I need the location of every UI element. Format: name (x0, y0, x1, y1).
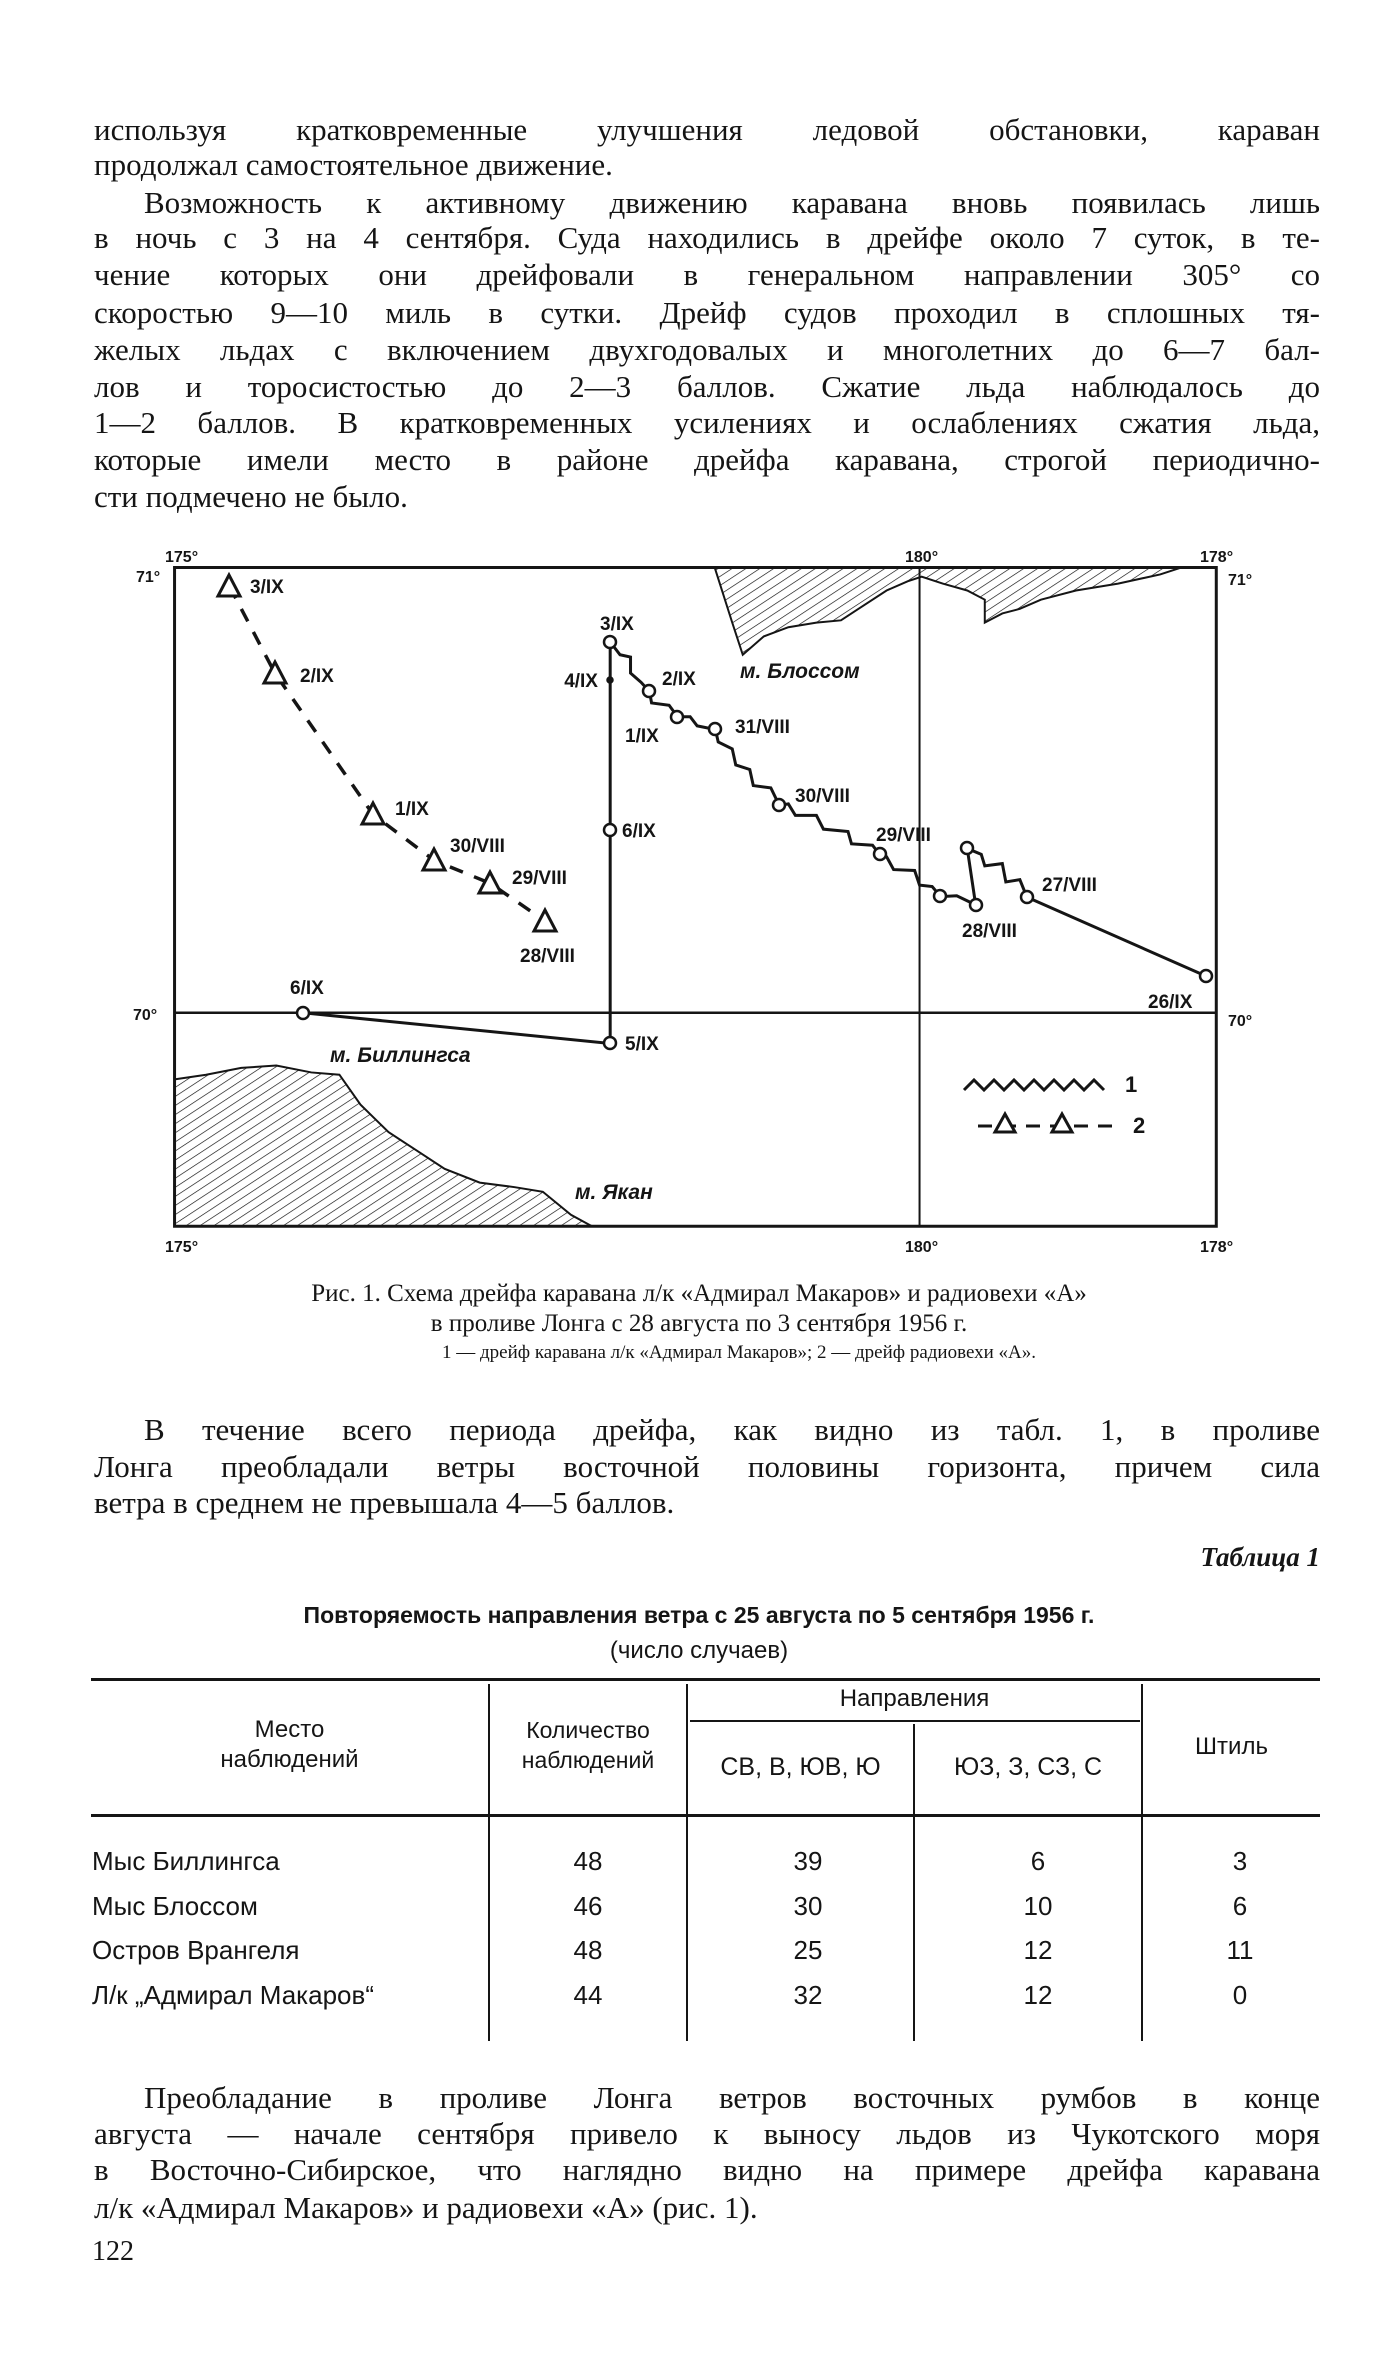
text-line: Возможность к активному движению каравана вновь появилась лишь (144, 185, 1320, 220)
figure-caption-subtitle: в проливе Лонга с 28 августа по 3 сентября 1956 г. (430, 1310, 968, 1337)
cell-calm: 6 (1232, 1891, 1248, 1921)
text-line: Преобладание в проливе Лонга ветров восточных румбов в конце (144, 2080, 1320, 2115)
cell-west: 10 (1023, 1891, 1053, 1921)
buoy-triangle-icon (264, 662, 286, 683)
ship-drift-track (303, 642, 1206, 1044)
cell-west: 12 (1023, 1935, 1053, 1965)
text-line: л/к «Адмирал Макаров» и радиовехи «А» (рис. 1). (94, 2190, 758, 2225)
table-subheader-rule (690, 1720, 1140, 1722)
cell-place: Л/к „Адмирал Макаров“ (92, 1980, 374, 2010)
ship-point-1ix (671, 711, 683, 723)
cell-east: 25 (793, 1935, 823, 1965)
header-place-line: Место (254, 1716, 325, 1743)
ship-label: 6/IX (622, 821, 656, 842)
cell-calm: 3 (1232, 1846, 1248, 1876)
header-count-line: Количество (526, 1717, 650, 1743)
lon-label: 178° (1200, 549, 1234, 566)
ship-point-6ix-west (297, 1007, 309, 1019)
buoy-label: 30/VIII (450, 836, 505, 857)
table-label: Таблица 1 (1200, 1542, 1320, 1572)
lat-label: 71° (136, 569, 161, 586)
legend-triangle-icon (995, 1114, 1015, 1132)
header-directions: Направления (839, 1685, 990, 1712)
text-line: сти подмечено не было. (94, 479, 408, 514)
ship-label: 27/VIII (1042, 875, 1097, 896)
text-line: чение которых они дрейфовали в генеральном направлении 305° со (94, 257, 1320, 292)
cell-east: 30 (793, 1891, 823, 1921)
cell-count: 48 (573, 1846, 603, 1876)
ship-point-29viii (874, 848, 886, 860)
south-land-hatch (175, 1066, 592, 1227)
ship-label: 28/VIII (962, 921, 1017, 942)
ship-point-2ix (643, 685, 655, 697)
cell-calm: 0 (1232, 1980, 1248, 2010)
legend-label-1: 1 (1125, 1072, 1138, 1097)
buoy-triangle-icon (534, 910, 556, 931)
ship-label: 29/VIII (876, 825, 931, 846)
cell-place: Мыс Блоссом (92, 1891, 258, 1921)
header-calm: Штиль (1195, 1733, 1268, 1760)
place-label-blossom: м. Блоссом (740, 660, 860, 683)
ship-label: 30/VIII (795, 786, 850, 807)
ship-point (934, 890, 946, 902)
ship-point-31viii (709, 723, 721, 735)
lon-label: 178° (1200, 1239, 1234, 1256)
cell-west: 6 (1030, 1846, 1046, 1876)
header-west: ЮЗ, З, СЗ, С (953, 1753, 1103, 1781)
table-header-rule (91, 1814, 1320, 1817)
header-count (490, 1715, 686, 1775)
buoy-label: 28/VIII (520, 946, 575, 967)
lon-label: 180° (905, 1239, 939, 1256)
figure-caption-title: Рис. 1. Схема дрейфа каравана л/к «Адмирал Макаров» и радиовехи «А» (311, 1280, 1087, 1307)
text-line: августа — начале сентября привело к выносу льдов из Чукотского моря (94, 2116, 1320, 2151)
text-line: В течение всего периода дрейфа, как видно из табл. 1, в проливе (144, 1412, 1320, 1447)
buoy-triangle-icon (423, 849, 445, 870)
ship-point-26ix (1200, 970, 1212, 982)
lon-label: 175° (165, 1239, 199, 1256)
ship-point-30viii (773, 799, 785, 811)
page-number: 122 (92, 2236, 134, 2267)
cell-east: 32 (793, 1980, 823, 2010)
lat-label: 70° (1228, 1013, 1253, 1030)
ship-point-3ix (604, 636, 616, 648)
text-line: продолжал самостоятельное движение. (94, 147, 613, 182)
text-line: лов и торосистостью до 2—3 баллов. Сжатие льда наблюдалось до (94, 369, 1320, 404)
legend-ship-zigzag-icon (964, 1080, 1104, 1090)
ship-point-27viii (1021, 891, 1033, 903)
text-line: в Восточно-Сибирское, что наглядно видно на примере дрейфа каравана (94, 2152, 1320, 2187)
buoy-label: 29/VIII (512, 868, 567, 889)
cell-count: 44 (573, 1980, 603, 2010)
lat-label: 71° (1228, 572, 1253, 589)
ship-point-5ix (604, 1037, 616, 1049)
lon-label: 180° (905, 549, 939, 566)
legend-triangle-icon (1052, 1114, 1072, 1132)
ship-label: 31/VIII (735, 717, 790, 738)
ship-label: 5/IX (625, 1034, 659, 1055)
ship-point-6ix (604, 824, 616, 836)
header-east: СВ, В, ЮВ, Ю (720, 1753, 881, 1781)
ship-label: 6/IX (290, 978, 324, 999)
table-title: Повторяемость направления ветра с 25 августа по 5 сентября 1956 г. (303, 1602, 1095, 1628)
text-line: желых льдах с включением двухгодовалых и многолетних до 6—7 бал- (94, 332, 1320, 367)
cell-west: 12 (1023, 1980, 1053, 2010)
text-line: 1—2 баллов. В кратковременных усилениях и ослаблениях сжатия льда, (94, 405, 1320, 440)
legend-label-2: 2 (1133, 1113, 1146, 1138)
north-land-hatch (715, 568, 1181, 655)
buoy-label: 1/IX (395, 799, 429, 820)
ship-label: 4/IX (564, 671, 598, 692)
header-place-line: наблюдений (220, 1746, 359, 1773)
buoy-triangle-icon (479, 872, 501, 893)
cell-calm: 11 (1226, 1935, 1254, 1965)
ship-point-4ix (608, 678, 613, 683)
table-top-rule (91, 1678, 1320, 1681)
cell-count: 48 (573, 1935, 603, 1965)
lon-label: 175° (165, 549, 199, 566)
cell-east: 39 (793, 1846, 823, 1876)
table-subtitle: (число случаев) (609, 1637, 789, 1664)
place-label-yakan: м. Якан (575, 1181, 653, 1204)
place-label-billings: м. Биллингса (330, 1044, 471, 1067)
text-line: которые имели место в районе дрейфа каравана, строгой периодично- (94, 442, 1320, 477)
cell-place: Мыс Биллингса (92, 1846, 280, 1876)
buoy-label: 2/IX (300, 666, 334, 687)
ship-label: 26/IX (1148, 992, 1193, 1013)
text-line: ветра в среднем не превышала 4—5 баллов. (94, 1485, 675, 1520)
header-count-line: наблюдений (521, 1747, 655, 1773)
ship-label: 2/IX (662, 669, 696, 690)
table-col-divider (686, 1684, 688, 2041)
buoy-label: 3/IX (250, 577, 284, 598)
buoy-triangle-icon (218, 575, 240, 596)
text-line: Лонга преобладали ветры восточной половины горизонта, причем сила (94, 1449, 1320, 1484)
text-line: используя кратковременные улучшения ледовой обстановки, караван (94, 112, 1320, 147)
text-line: в ночь с 3 на 4 сентября. Суда находились в дрейфе около 7 суток, в те- (94, 220, 1320, 255)
figure-caption-legend: 1 — дрейф каравана л/к «Адмирал Макаров»; 2 — дрейф радиовехи «А». (441, 1342, 1037, 1363)
ship-point-28viii (970, 899, 982, 911)
header-place (91, 1715, 488, 1775)
cell-place: Остров Врангеля (92, 1935, 300, 1965)
ship-label: 3/IX (600, 614, 634, 635)
lat-label: 70° (133, 1007, 158, 1024)
drift-map (0, 530, 1398, 1270)
ship-point (961, 842, 973, 854)
cell-count: 46 (573, 1891, 603, 1921)
ship-label: 1/IX (625, 726, 659, 747)
text-line: скоростью 9—10 миль в сутки. Дрейф судов проходил в сплошных тя- (94, 295, 1320, 330)
buoy-triangle-icon (362, 803, 384, 824)
buoy-drift-track (229, 586, 545, 921)
